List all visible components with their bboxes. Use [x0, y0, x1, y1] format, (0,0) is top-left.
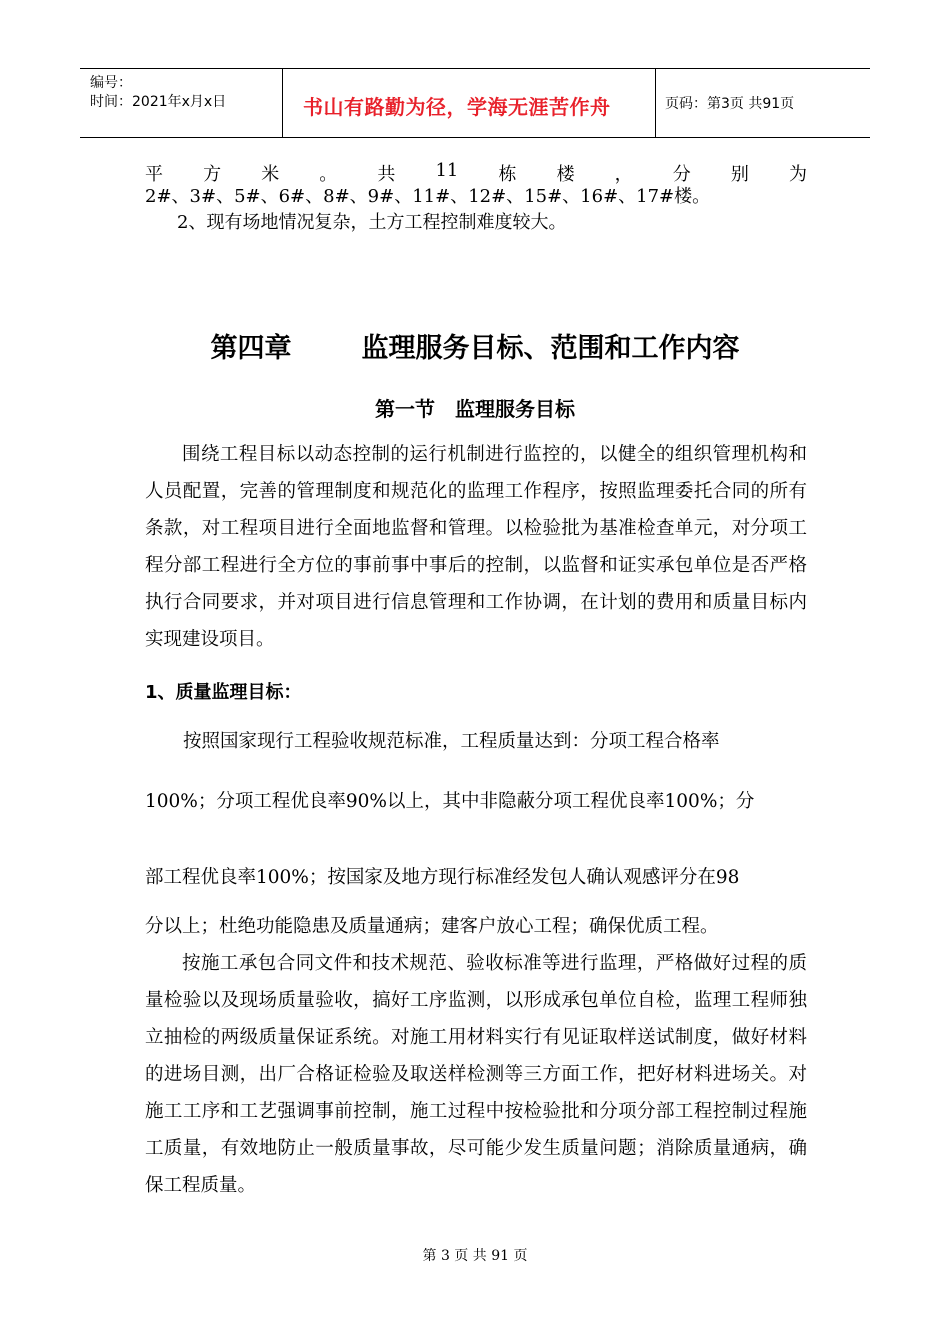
paragraph-2: 按施工承包合同文件和技术规范、验收标准等进行监理，严格做好过程的质量检验以及现场质量验收，搞好工序监测，以形成承包单位自检，监理工程师独立抽检的两级质量保证系统。对施工用材料实行有见证取样送试制度，做好材料的进场目测，出厂合格证检验及取送样检测等三方面工作，把好材料进场关。对施工工序和工艺强调事前控制，施工过程中按检验批和分项分部工程控制过程施工质量，有效地防止一般质量事故，尽可能少发生质量问题；消除质量通病，确保工程质量。 [145, 953, 807, 1196]
page-info: 页码：第3页 共91页 [665, 96, 795, 112]
header-table [80, 68, 870, 138]
code-label: 编号： [90, 75, 132, 91]
spread-char: 栋 [498, 164, 517, 185]
header-meta-cell [80, 69, 283, 137]
spread-char: 共 [377, 164, 396, 185]
quality-line-1: 按照国家现行工程验收规范标准，工程质量达到：分项工程合格率 [183, 731, 720, 752]
chapter-heading [0, 326, 950, 365]
chapter-number: 第四章 [210, 333, 292, 364]
quality-heading: 1、质量监理目标： [145, 682, 302, 703]
spread-char: 11 [435, 160, 459, 181]
spread-char: 。 [319, 164, 338, 185]
quality-line-2: 100%；分项工程优良率90%以上，其中非隐蔽分项工程优良率100%；分 [145, 791, 755, 812]
paragraph-1: 围绕工程目标以动态控制的运行机制进行监控的，以健全的组织管理机构和人员配置，完善的管理制度和规范化的监理工作程序，按照监理委托合同的所有条款，对工程项目进行全面地监督和管理。以检验批为基准检查单元，对分项工程分部工程进行全方位的事前事中事后的控制，以监督和证实承包单位是否严格执行合同要求，并对项目进行信息管理和工作协调，在计划的费用和质量目标内实现建设项目。 [145, 444, 807, 650]
page-footer: 第 3 页 共 91 页 [422, 1248, 528, 1264]
spread-char: 别 [730, 164, 749, 185]
item-2: 2、现有场地情况复杂，土方工程控制难度较大。 [177, 212, 567, 233]
header-motto-cell [283, 69, 656, 137]
spread-char: ， [614, 164, 633, 185]
spread-char: 方 [203, 164, 222, 185]
chapter-title: 监理服务目标、范围和工作内容 [361, 333, 740, 364]
spread-char: 楼 [556, 164, 575, 185]
spread-char: 平 [145, 164, 163, 185]
section-number: 第一节 [375, 397, 435, 421]
date-label: 时间：2021年x月x日 [90, 94, 227, 110]
section-heading [0, 393, 950, 422]
spread-char: 米 [261, 164, 280, 185]
quality-line-3: 部工程优良率100%；按国家及地方现行标准经发包人确认观感评分在98 [145, 867, 740, 888]
intro-spread-line [145, 160, 807, 186]
spread-char: 分 [672, 164, 691, 185]
section-title: 监理服务目标 [455, 397, 575, 421]
motto-text: 书山有路勤为径，学海无涯苦作舟 [303, 95, 611, 119]
buildings-line: 2#、3#、5#、6#、8#、9#、11#、12#、15#、16#、17#楼。 [145, 186, 711, 207]
quality-line-4: 分以上；杜绝功能隐患及质量通病；建客户放心工程；确保优质工程。 [145, 916, 719, 937]
spread-char: 为 [788, 164, 807, 185]
